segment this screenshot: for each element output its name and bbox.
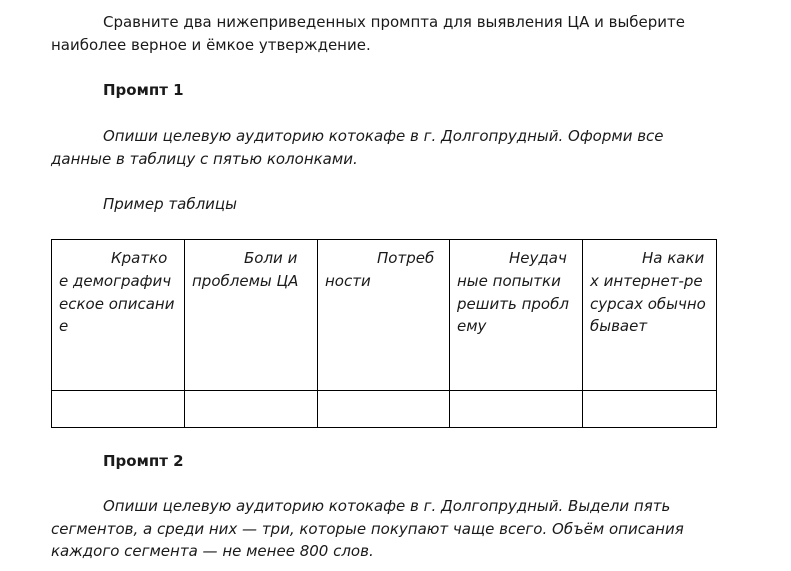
- table-row: [52, 391, 717, 428]
- prompt1-text: Опиши целевую аудиторию котокафе в г. Долгопрудный. Оформи все данные в таблицу с пятью колонками.: [51, 127, 664, 168]
- table-cell: [450, 391, 583, 428]
- table-cell: [318, 391, 450, 428]
- table-header-cell: На каких интернет-ресурсах обычно бывает: [583, 240, 717, 391]
- table-header-cell: Боли и проблемы ЦА: [185, 240, 318, 391]
- example-table: [51, 239, 717, 428]
- prompt2-text: Опиши целевую аудиторию котокафе в г. Долгопрудный. Выдели пять сегментов, а среди них — три, которые покупают чаще всего. Объём описания каждого сегмента — не менее 800 слов.: [51, 497, 684, 560]
- intro-text: Сравните два нижеприведенных промпта для выявления ЦА и выберите наиболее верное и ёмкое утверждение.: [51, 13, 686, 54]
- prompt2-heading: Промпт 2: [103, 452, 184, 470]
- table-cell: [583, 391, 717, 428]
- prompt1-heading: Промпт 1: [103, 81, 184, 99]
- table-header-row: [52, 240, 717, 391]
- table-cell: [52, 391, 185, 428]
- table-header-cell: Потребности: [318, 240, 450, 391]
- example-table-label: Пример таблицы: [103, 195, 237, 213]
- table-cell: [185, 391, 318, 428]
- table-header-cell: Краткое демографическое описание: [52, 240, 185, 391]
- table-header-cell: Неудачные попытки решить проблему: [450, 240, 583, 391]
